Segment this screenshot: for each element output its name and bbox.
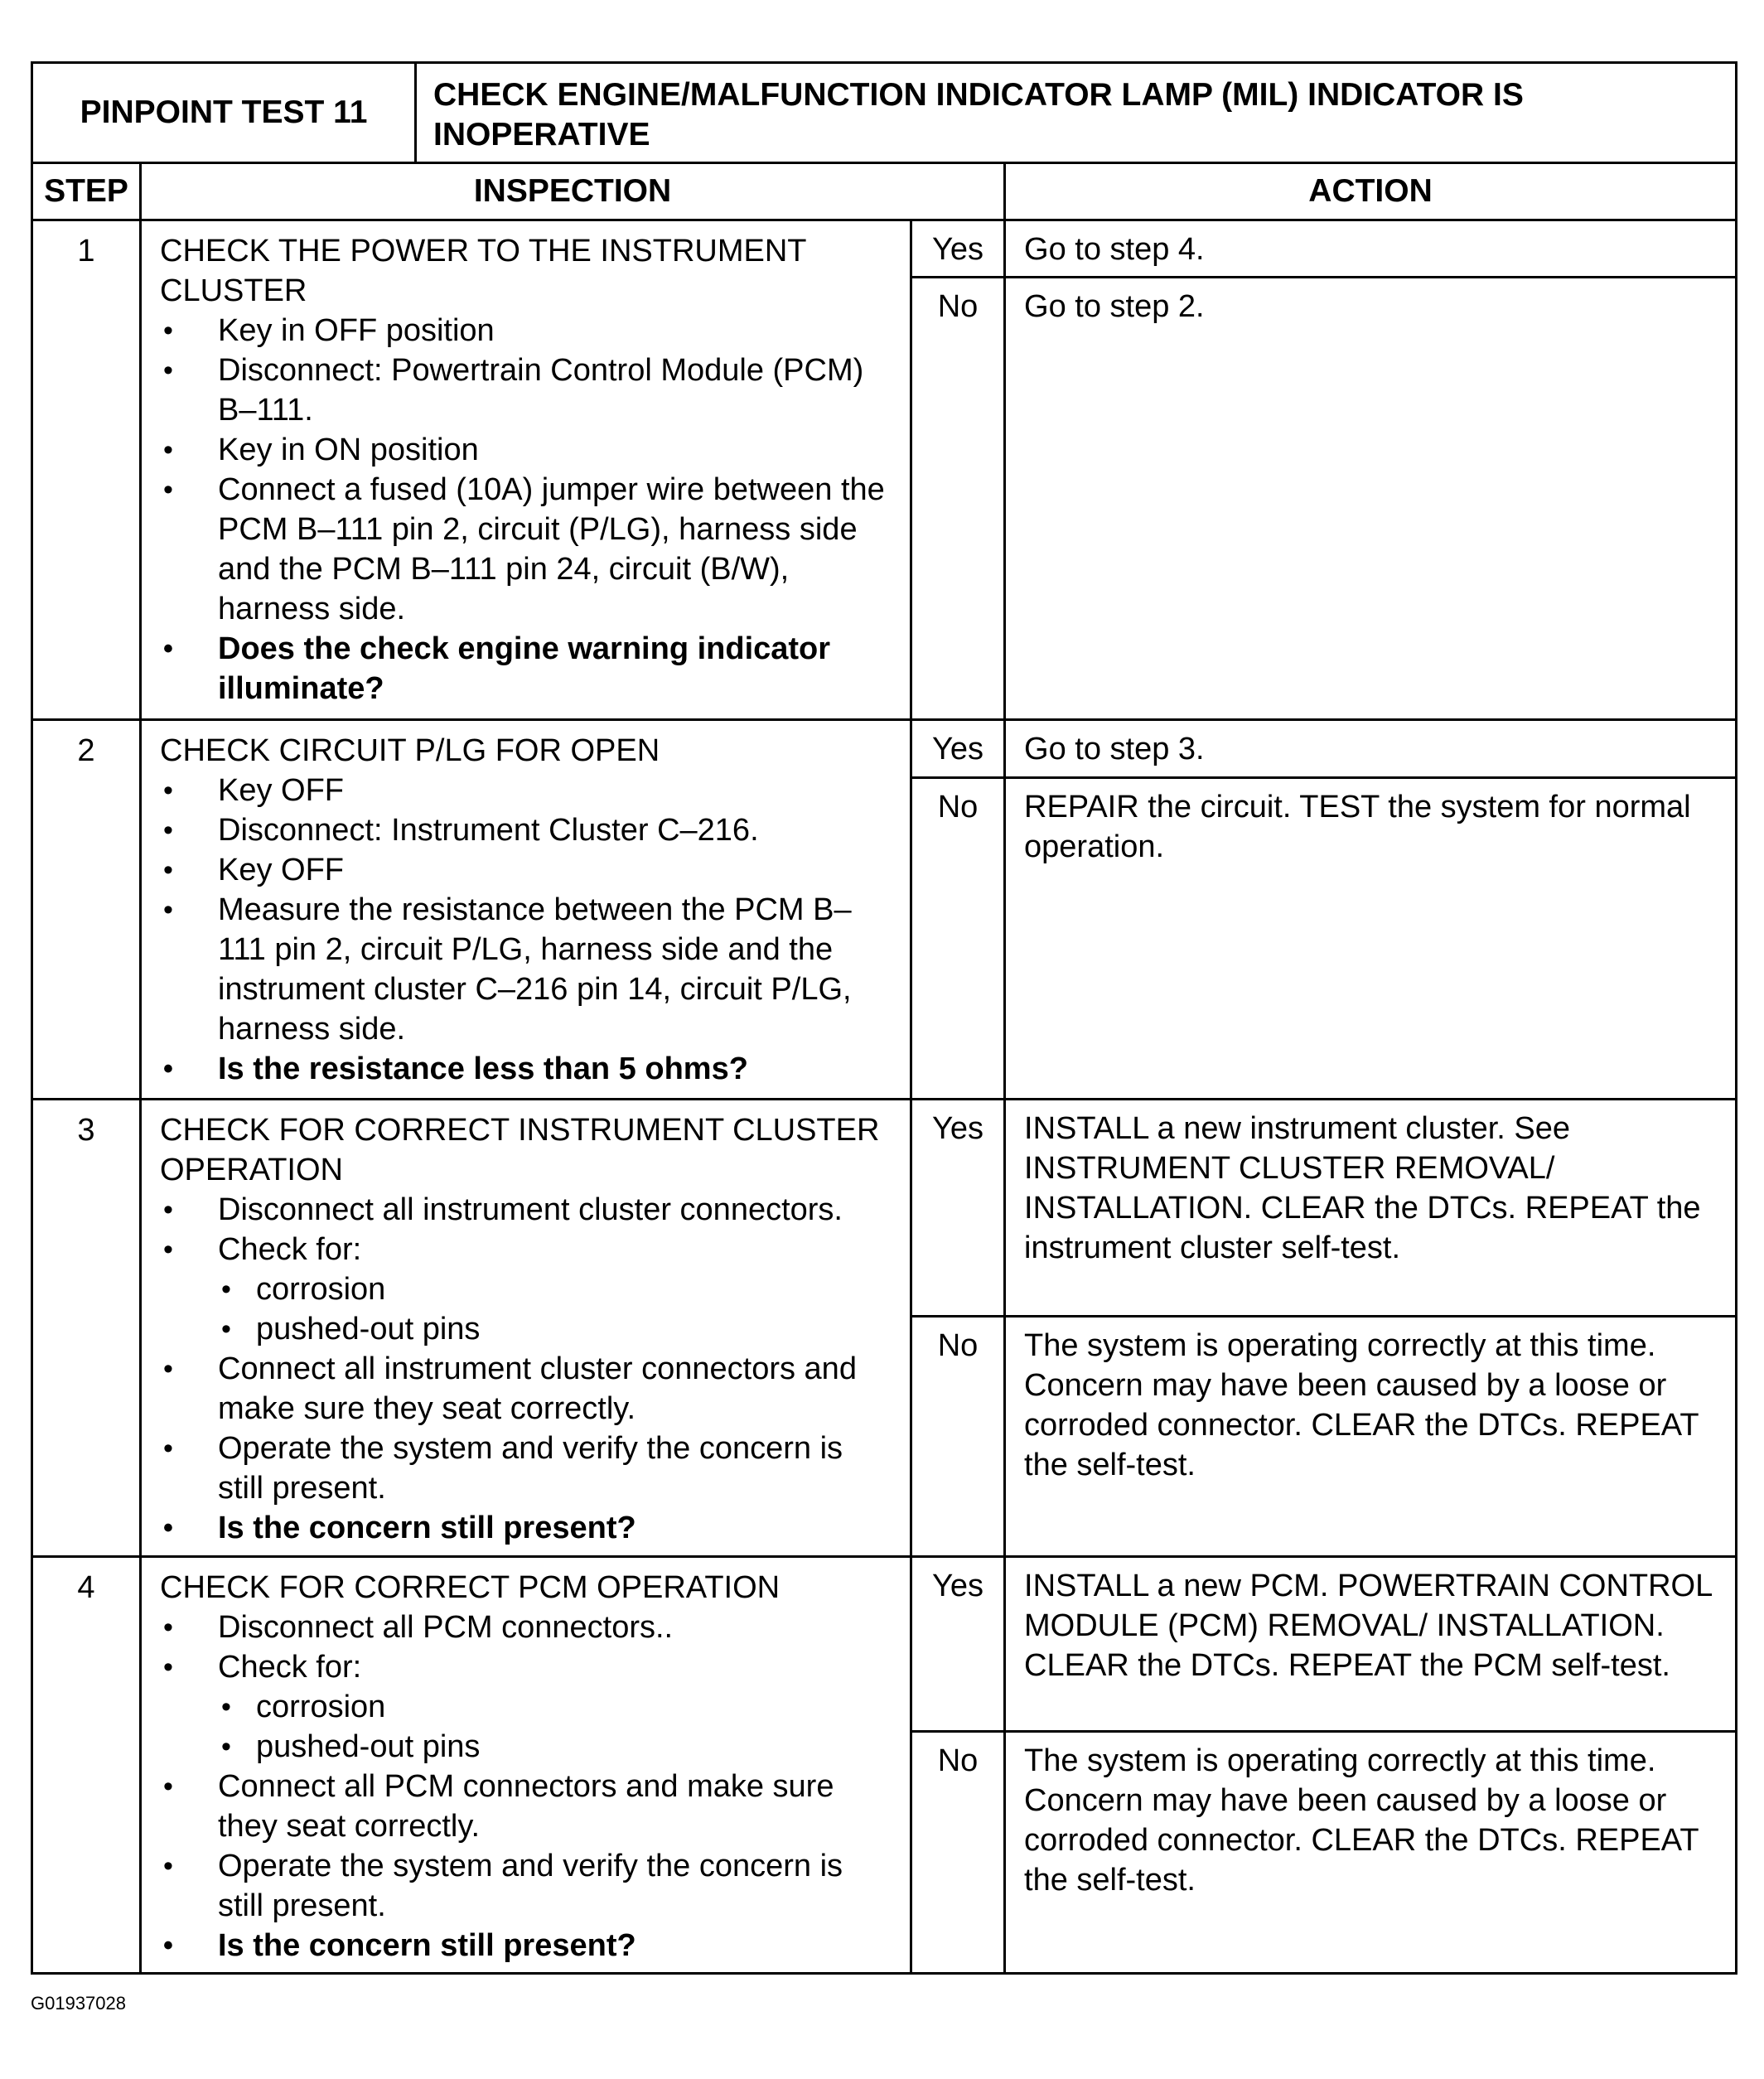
step-checklist	[160, 771, 893, 1089]
figure-code: G01937028	[31, 1993, 126, 2014]
yes-action: INSTALL a new PCM. POWERTRAIN CONTROL MODULE (PCM) REMOVAL/ INSTALLATION. CLEAR the DTCs. REPEAT the PCM self-test.	[1005, 1557, 1737, 1732]
yes-label: Yes	[911, 220, 1005, 278]
no-action: Go to step 2.	[1005, 278, 1737, 720]
check-item: • Measure the resistance between the PCM B–111 pin 2, circuit P/LG, harness side and the instrument cluster C–216 pin 14, circuit P/LG, harness side.	[160, 890, 893, 1049]
pinpoint-test-document	[31, 61, 1735, 1975]
column-header-row	[32, 163, 1737, 220]
step-number: 3	[32, 1100, 141, 1557]
no-label: No	[911, 1732, 1005, 1974]
no-label: No	[911, 778, 1005, 1100]
yes-action: INSTALL a new instrument cluster. See INSTRUMENT CLUSTER REMOVAL/ INSTALLATION. CLEAR the DTCs. REPEAT the instrument cluster self-test.	[1005, 1100, 1737, 1317]
no-label: No	[911, 278, 1005, 720]
check-item: • Disconnect all PCM connectors..	[160, 1608, 893, 1647]
step-title: CHECK FOR CORRECT INSTRUMENT CLUSTER OPERATION	[160, 1113, 880, 1187]
test-label: PINPOINT TEST 11	[32, 63, 416, 163]
step-inspection	[141, 1100, 911, 1557]
step-row	[32, 1557, 1737, 1732]
step-inspection	[141, 720, 911, 1100]
check-item: • Disconnect all instrument cluster connectors.	[160, 1190, 893, 1230]
step-row	[32, 220, 1737, 278]
column-header-action: ACTION	[1005, 163, 1737, 220]
check-item: • Operate the system and verify the concern is still present.	[160, 1429, 893, 1508]
check-item: • Check for:	[160, 1230, 893, 1269]
check-item: • Operate the system and verify the concern is still present.	[160, 1846, 893, 1926]
check-subitem: • pushed-out pins	[160, 1727, 893, 1767]
column-header-inspection: INSPECTION	[141, 163, 1005, 220]
step-title: CHECK CIRCUIT P/LG FOR OPEN	[160, 733, 660, 768]
no-action: REPAIR the circuit. TEST the system for normal operation.	[1005, 778, 1737, 1100]
no-label: No	[911, 1317, 1005, 1557]
step-row	[32, 1100, 1737, 1317]
step-question: • Is the concern still present?	[160, 1926, 893, 1965]
check-item: • Connect all instrument cluster connectors and make sure they seat correctly.	[160, 1349, 893, 1429]
step-question: • Is the resistance less than 5 ohms?	[160, 1049, 893, 1089]
step-number: 2	[32, 720, 141, 1100]
check-item: • Disconnect: Powertrain Control Module (PCM) B–111.	[160, 351, 893, 430]
yes-label: Yes	[911, 720, 1005, 778]
step-checklist	[160, 1190, 893, 1548]
no-action: The system is operating correctly at this time. Concern may have been caused by a loose or corroded connector. CLEAR the DTCs. REPEAT the self-test.	[1005, 1317, 1737, 1557]
step-inspection	[141, 1557, 911, 1974]
step-title: CHECK THE POWER TO THE INSTRUMENT CLUSTER	[160, 234, 806, 308]
column-header-step: STEP	[32, 163, 141, 220]
pinpoint-test-table	[31, 61, 1737, 1975]
step-question: • Does the check engine warning indicator illuminate?	[160, 629, 893, 708]
check-item: • Connect all PCM connectors and make sure they seat correctly.	[160, 1767, 893, 1846]
header-row	[32, 63, 1737, 163]
check-subitem: • corrosion	[160, 1687, 893, 1727]
step-inspection	[141, 220, 911, 720]
step-row	[32, 720, 1737, 778]
no-action: The system is operating correctly at this time. Concern may have been caused by a loose or corroded connector. CLEAR the DTCs. REPEAT the self-test.	[1005, 1732, 1737, 1974]
check-subitem: • corrosion	[160, 1269, 893, 1309]
check-item: • Connect a fused (10A) jumper wire between the PCM B–111 pin 2, circuit (P/LG), harness side and the PCM B–111 pin 24, circuit (B/W), harness side.	[160, 470, 893, 629]
yes-action: Go to step 4.	[1005, 220, 1737, 278]
check-item: • Key OFF	[160, 850, 893, 890]
yes-label: Yes	[911, 1557, 1005, 1732]
step-checklist	[160, 1608, 893, 1965]
check-subitem: • pushed-out pins	[160, 1309, 893, 1349]
step-question: • Is the concern still present?	[160, 1508, 893, 1548]
check-item: • Key in ON position	[160, 430, 893, 470]
check-item: • Key in OFF position	[160, 311, 893, 351]
check-item: • Check for:	[160, 1647, 893, 1687]
test-title: CHECK ENGINE/MALFUNCTION INDICATOR LAMP (MIL) INDICATOR IS INOPERATIVE	[416, 63, 1737, 163]
step-title: CHECK FOR CORRECT PCM OPERATION	[160, 1570, 781, 1605]
step-number: 1	[32, 220, 141, 720]
step-number: 4	[32, 1557, 141, 1974]
check-item: • Key OFF	[160, 771, 893, 810]
step-checklist	[160, 311, 893, 708]
check-item: • Disconnect: Instrument Cluster C–216.	[160, 810, 893, 850]
yes-action: Go to step 3.	[1005, 720, 1737, 778]
yes-label: Yes	[911, 1100, 1005, 1317]
